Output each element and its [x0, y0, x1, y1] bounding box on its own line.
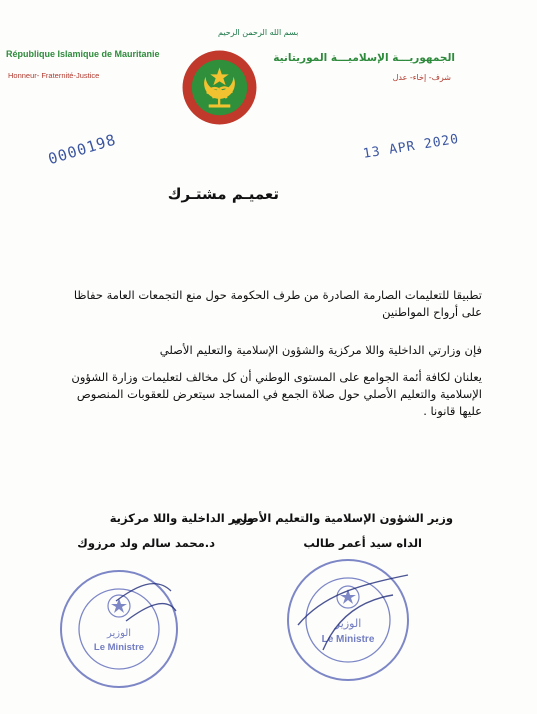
body-paragraph-2: فإن وزارتي الداخلية واللا مركزية والشؤون الإسلامية والتعليم الأصلي: [159, 343, 482, 357]
stamp-right-minister-label: Le Ministre: [321, 634, 375, 645]
header-arabic-name: الجمهوريـــة الإسلاميـــة الموريتانية: [273, 52, 455, 64]
bismillah-text: بسم الله الرحمن الرحيم: [218, 28, 299, 37]
stamp-left-arabic-label: الوزير: [106, 628, 132, 639]
header-french-motto: Honneur- Fraternité-Justice: [8, 71, 100, 80]
header-french-name: République Islamique de Mauritanie: [6, 49, 160, 59]
document-title: تعميـم مشتـرك: [167, 185, 279, 203]
body-paragraph-1: تطبيقا للتعليمات الصارمة الصادرة من طرف الحكومة حول منع التجمعات العامة حفاظا على أرواح المواطنين: [73, 288, 482, 319]
header-arabic-motto: شرف- إخاء- عدل: [392, 73, 451, 82]
date-stamp: 13 APR 2020: [362, 131, 461, 162]
interior-ministry-stamp: [283, 555, 413, 685]
signatory-right-title: وزير الداخلية واللا مركزية: [109, 511, 254, 525]
signatory-left-name: الداه سيد أعمر طالب: [303, 536, 422, 550]
stamp-right-arabic-label: الوزير: [334, 617, 362, 630]
signatory-left-title: وزير الشؤون الإسلامية والتعليم الأصلي: [231, 511, 453, 525]
islamic-affairs-ministry-stamp: [56, 566, 182, 692]
national-seal-emblem: [181, 49, 258, 126]
signatory-right-name: د.محمد سالم ولد مرزوك: [77, 536, 215, 550]
body-paragraph-3: يعلنان لكافة أئمة الجوامع على المستوى الوطني أن كل مخالف لتعليمات وزارة الشؤون الإسلامية والتعليم الأصلي حول صلاة الجمع في المساجد سيتعرض للعقوبات المنصوص عليها قانونا .: [71, 370, 482, 418]
registration-number-stamp: 0000198: [46, 130, 119, 169]
stamp-left-minister-label: Le Ministre: [93, 642, 145, 653]
